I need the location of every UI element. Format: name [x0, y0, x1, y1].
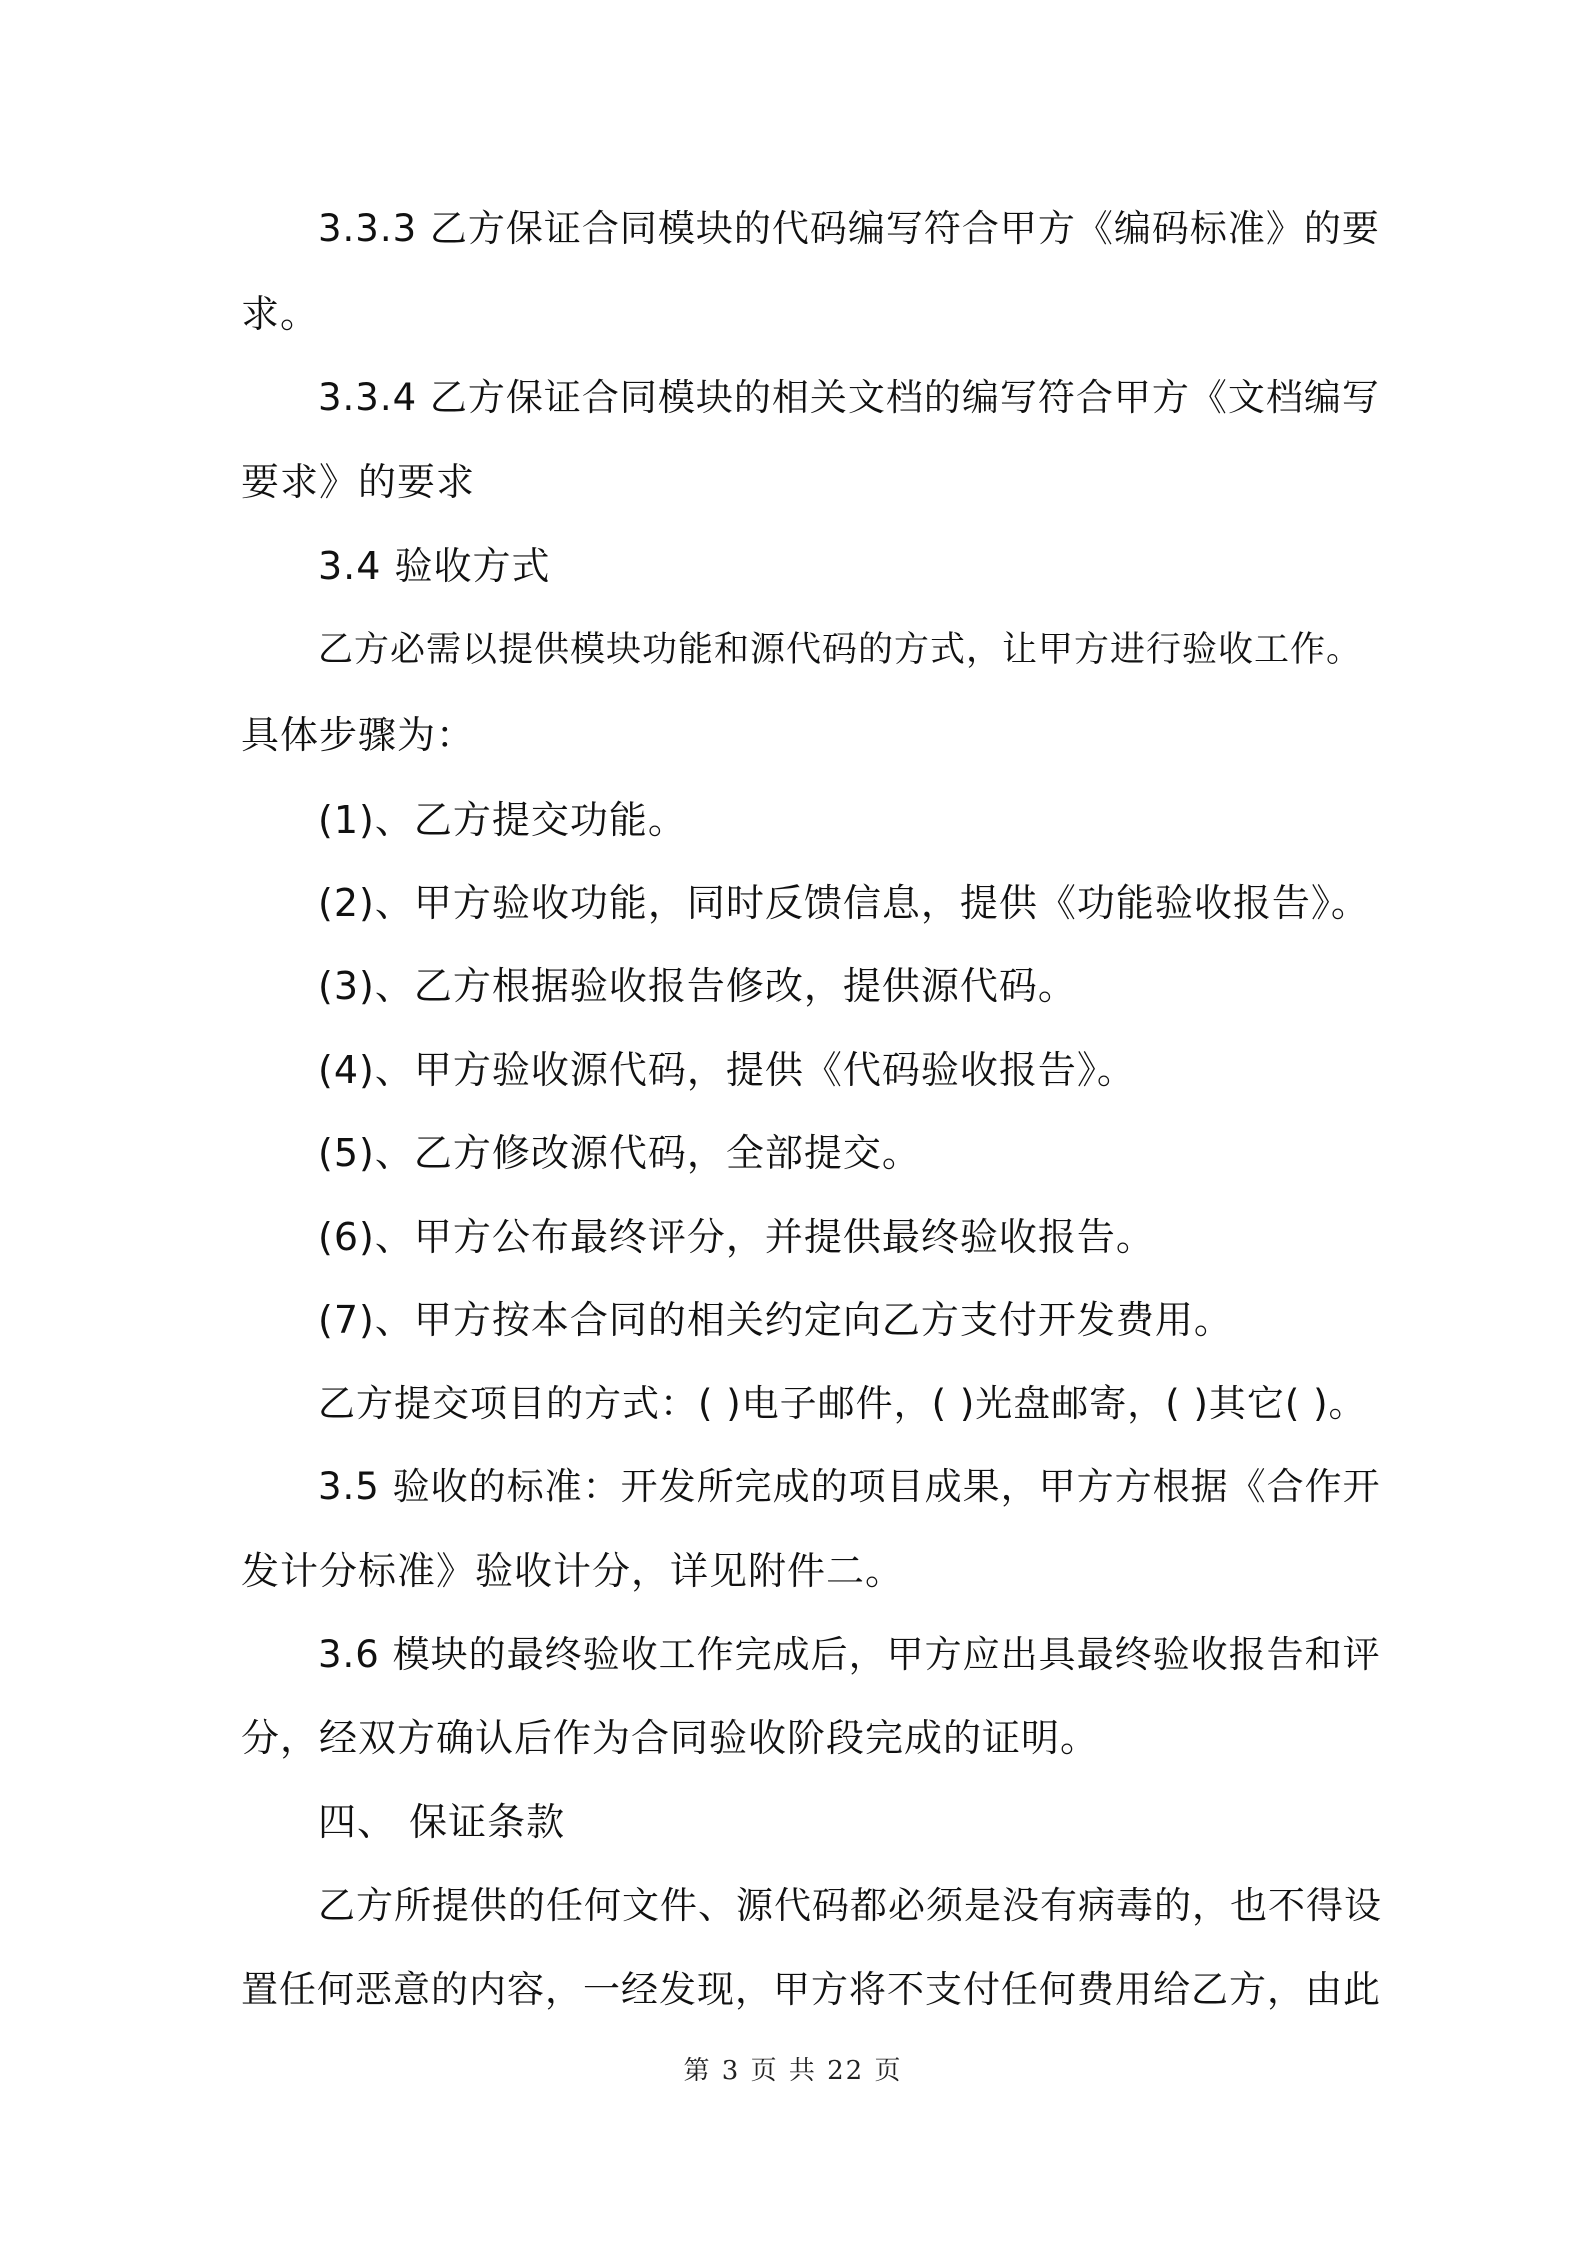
list-item: (7)、甲方按本合同的相关约定向乙方支付开发费用。 — [318, 1298, 1233, 1342]
section-heading: 3.4 验收方式 — [318, 544, 551, 588]
list-item: (2)、甲方验收功能，同时反馈信息，提供《功能验收报告》。 — [318, 881, 1370, 925]
list-item: (3)、乙方根据验收报告修改，提供源代码。 — [318, 964, 1077, 1008]
section-heading: 四、 保证条款 — [318, 1800, 566, 1844]
list-item: (4)、甲方验收源代码，提供《代码验收报告》。 — [318, 1048, 1136, 1092]
paragraph-line: 分，经双方确认后作为合同验收阶段完成的证明。 — [241, 1716, 1100, 1760]
paragraph-line: 3.3.4 乙方保证合同模块的相关文档的编写符合甲方《文档编写 — [318, 376, 1380, 419]
paragraph-line: 3.3.3 乙方保证合同模块的代码编写符合甲方《编码标准》的要 — [318, 207, 1380, 250]
paragraph-line: 乙方所提供的任何文件、源代码都必须是没有病毒的，也不得设 — [318, 1884, 1382, 1927]
paragraph-line: 3.5 验收的标准：开发所完成的项目成果，甲方方根据《合作开 — [318, 1465, 1381, 1508]
paragraph-line: 乙方提交项目的方式：( )电子邮件，( )光盘邮寄，( )其它( )。 — [318, 1382, 1367, 1425]
paragraph-line: 置任何恶意的内容，一经发现，甲方将不支付任何费用给乙方，由此 — [241, 1968, 1381, 2011]
paragraph-line: 乙方必需以提供模块功能和源代码的方式，让甲方进行验收工作。 — [318, 630, 1363, 670]
paragraph-line: 3.6 模块的最终验收工作完成后，甲方应出具最终验收报告和评 — [318, 1633, 1381, 1676]
page-number-footer: 第 3 页 共 22 页 — [683, 2056, 903, 2086]
paragraph-line: 要求》的要求 — [241, 460, 476, 504]
paragraph-line: 具体步骤为： — [241, 713, 476, 757]
paragraph-line: 求。 — [241, 292, 320, 336]
list-item: (1)、乙方提交功能。 — [318, 798, 687, 842]
list-item: (5)、乙方修改源代码，全部提交。 — [318, 1131, 921, 1175]
list-item: (6)、甲方公布最终评分，并提供最终验收报告。 — [318, 1215, 1155, 1259]
paragraph-line: 发计分标准》验收计分，详见附件二。 — [241, 1549, 905, 1593]
